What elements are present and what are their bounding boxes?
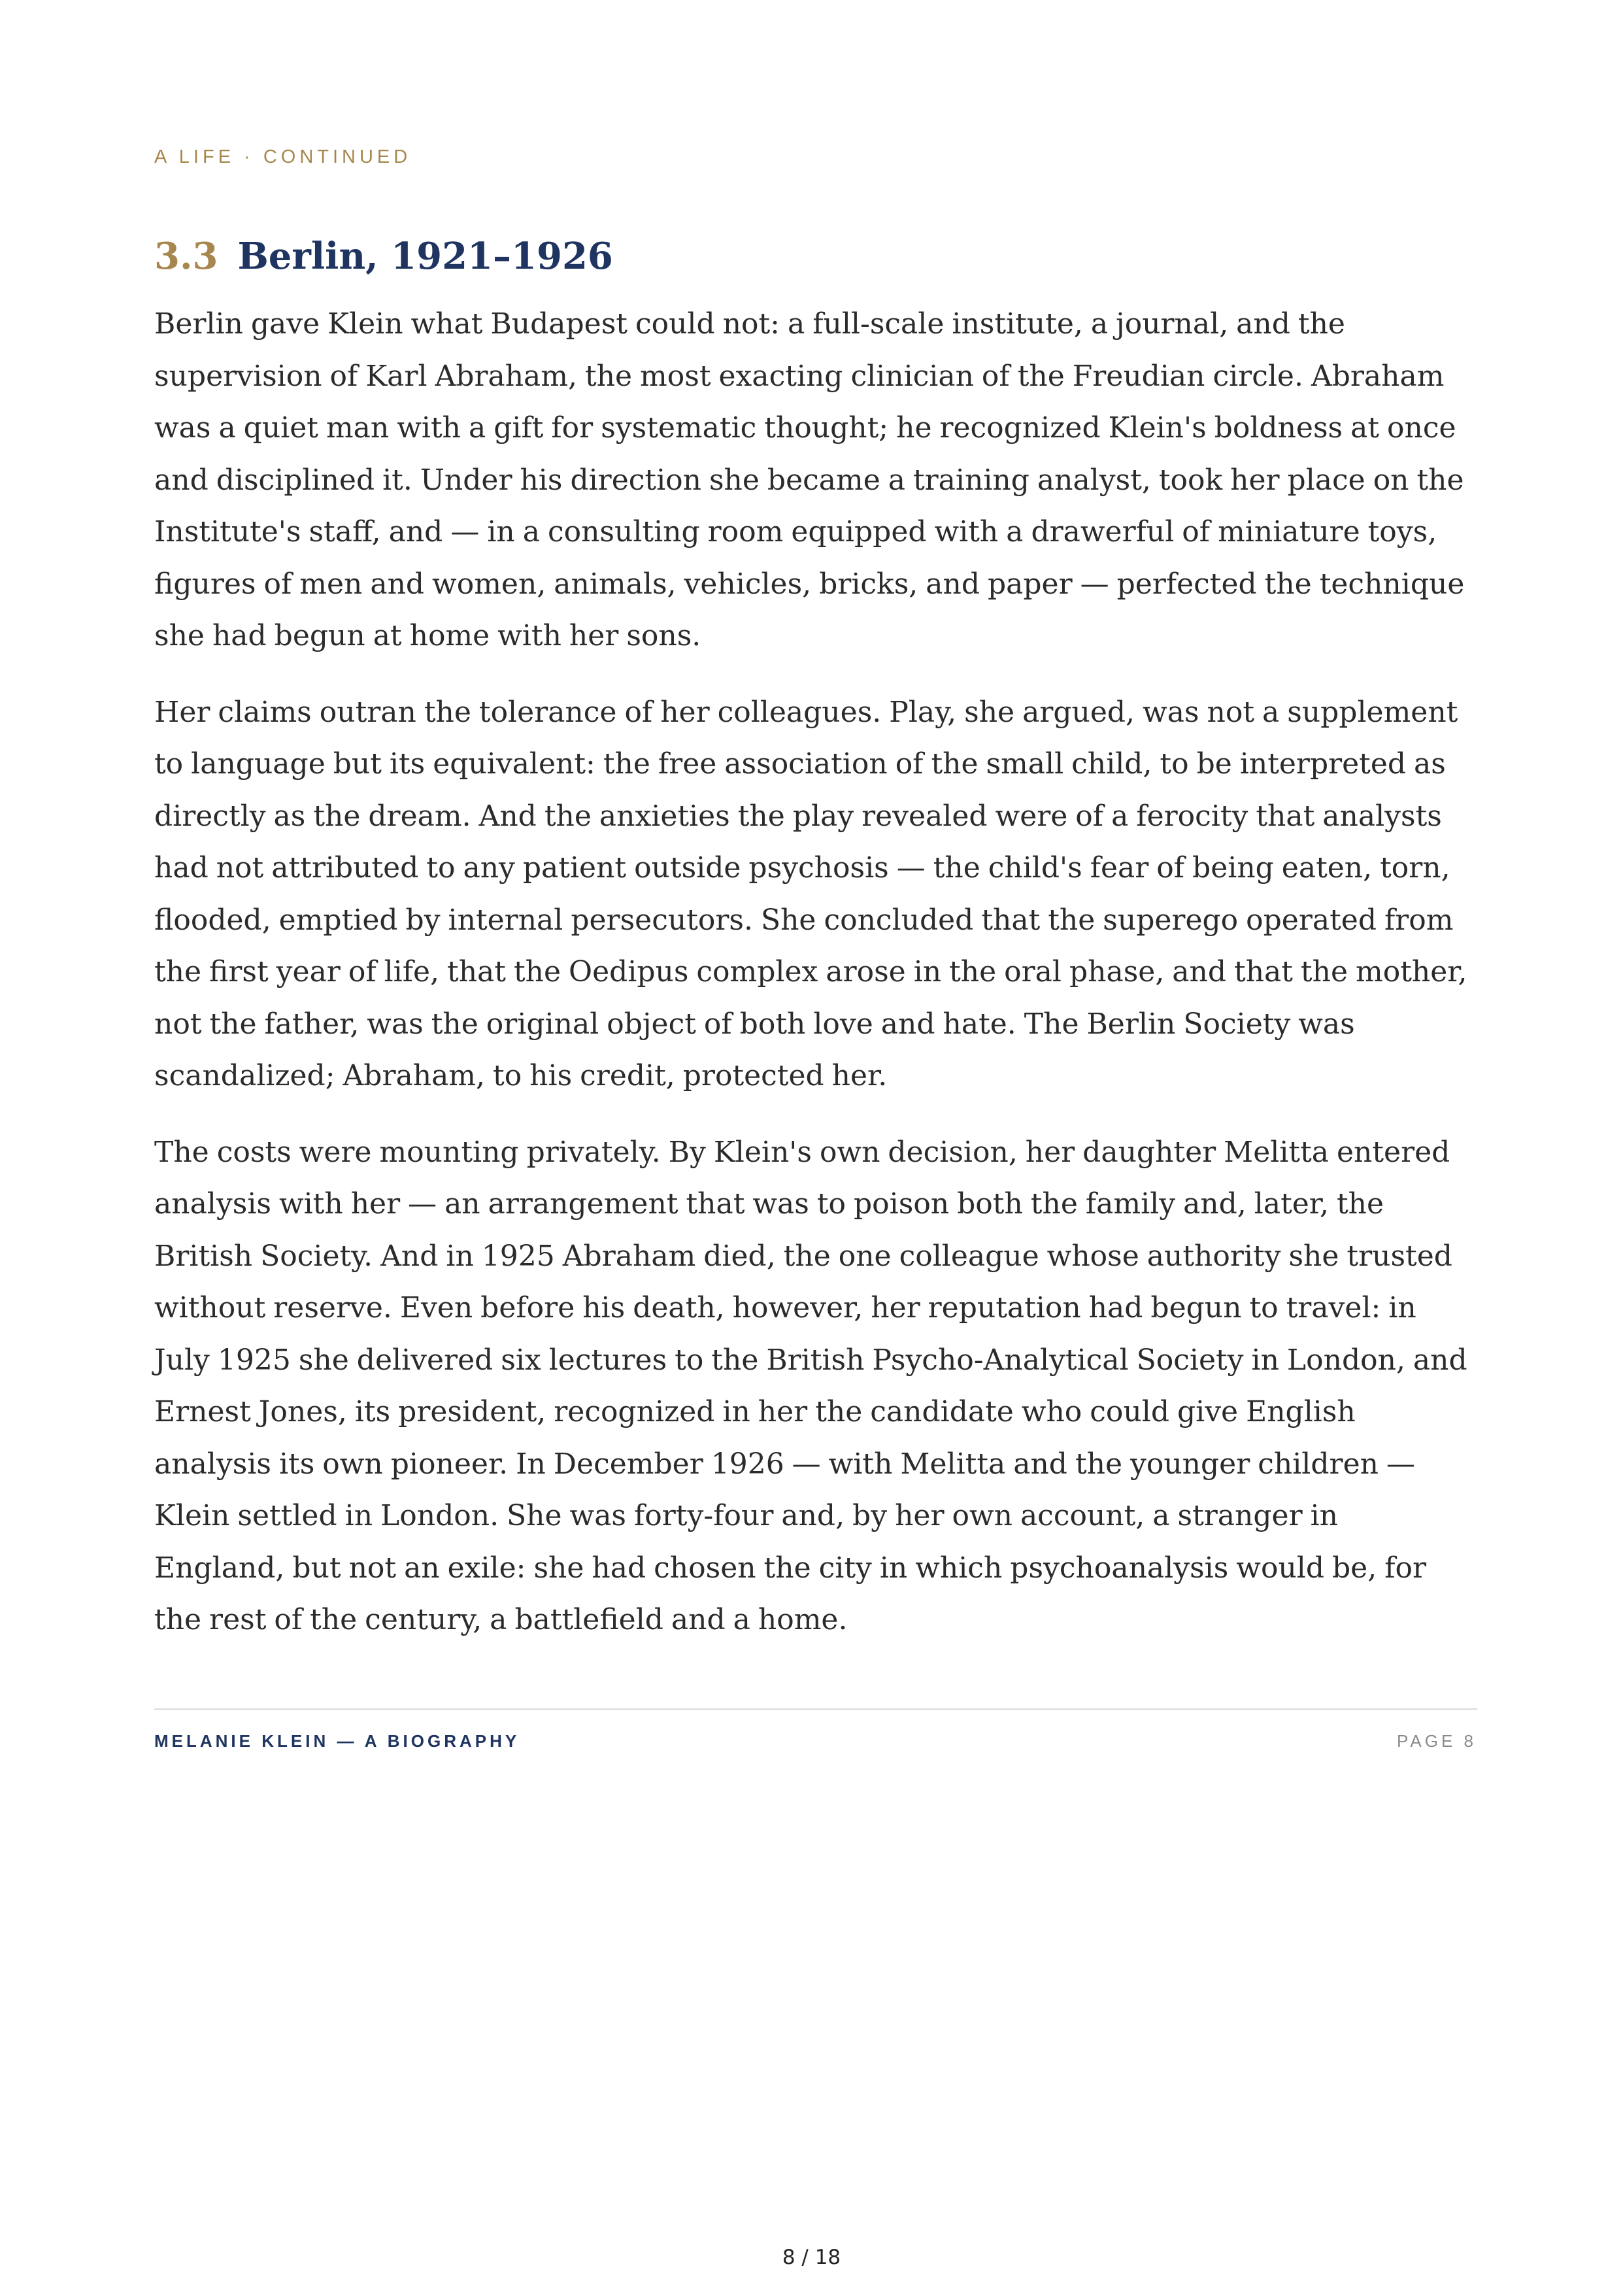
- footer-book-title: MELANIE KLEIN — A BIOGRAPHY: [154, 1731, 520, 1751]
- section-number: 3.3: [154, 235, 218, 278]
- page-indicator: 8 / 18: [782, 2246, 841, 2269]
- body-text: [154, 298, 1476, 1670]
- paragraph: Berlin gave Klein what Budapest could not: a full-scale institute, a journal, and the supervision of Karl Abraham, the most exacting clinician of the Freudian circle. Abraham was a quiet man with a gift for systematic thought; he recognized Klein's boldness at once and disciplined it. Under his direction she became a training analyst, took her place on the Institute's staff, and — in a consulting room equipped with a drawerful of miniature toys, figures of men and women, animals, vehicles, bricks, and paper — perfected the technique she had begun at home with her sons.: [154, 307, 1465, 652]
- footer-page-label: PAGE 8: [1396, 1731, 1477, 1751]
- running-head: A LIFE · CONTINUED: [154, 146, 412, 167]
- paragraph: Her claims outran the tolerance of her colleagues. Play, she argued, was not a supplement to language but its equivalent: the free association of the small child, to be interpreted as directly as the dream. And the anxieties the play revealed were of a ferocity that analysts had not attributed to any patient outside psychosis — the child's fear of being eaten, torn, flooded, emptied by internal persecutors. She concluded that the superego operated from the first year of life, that the Oedipus complex arose in the oral phase, and that the mother, not the father, was the original object of both love and hate. The Berlin Society was scandalized; Abraham, to his credit, protected her.: [154, 695, 1467, 1092]
- footer-divider: [154, 1708, 1477, 1710]
- paragraph: The costs were mounting privately. By Klein's own decision, her daughter Melitta entered analysis with her — an arrangement that was to poison both the family and, later, the British Society. And in 1925 Abraham died, the one colleague whose authority she trusted without reserve. Even before his death, however, her reputation had begun to travel: in July 1925 she delivered six lectures to the British Psycho-Analytical Society in London, and Ernest Jones, its president, recognized in her the candidate who could give English analysis its own pioneer. In December 1926 — with Melitta and the younger children — Klein settled in London. She was forty-four and, by her own account, a stranger in England, but not an exile: she had chosen the city in which psychoanalysis would be, for the rest of the century, a battlefield and a home.: [154, 1135, 1467, 1636]
- section-title: Berlin, 1921–1926: [237, 235, 613, 278]
- section-heading: [154, 230, 613, 282]
